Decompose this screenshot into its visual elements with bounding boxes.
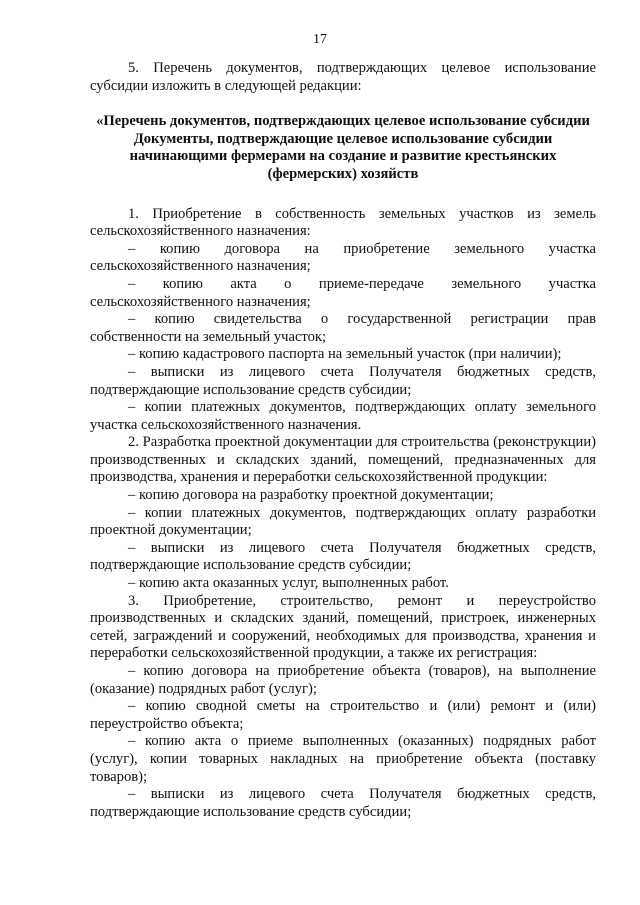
paragraph-list	[90, 206, 596, 822]
body-paragraph: – копию акта о приеме выполненных (оказанных) подрядных работ (услуг), копии товарных накладных на приобретение объекта (поставку товаров);	[90, 733, 596, 785]
body-paragraph: – копию кадастрового паспорта на земельный участок (при наличии);	[128, 346, 562, 363]
body-paragraph: – копию сводной сметы на строительство и (или) ремонт и (или) переустройство объекта;	[90, 698, 596, 732]
body-paragraph: 1. Приобретение в собственность земельных участков из земель сельскохозяйственного назначения:	[90, 205, 596, 240]
intro-paragraph: 5. Перечень документов, подтверждающих целевое использование субсидии изложить в следующей редакции:	[90, 60, 596, 94]
body-paragraph: – выписки из лицевого счета Получателя бюджетных средств, подтверждающие использование средств субсидии;	[90, 539, 596, 574]
page-number: 17	[313, 32, 327, 47]
body-paragraph: – копию акта о приеме-передаче земельного участка сельскохозяйственного назначения;	[90, 275, 596, 310]
body-paragraph: – копии платежных документов, подтверждающих оплату разработки проектной документации;	[90, 504, 596, 539]
body-paragraph: 2. Разработка проектной документации для строительства (реконструкции) производственных и складских зданий, помещений, предназначенных для производства, хранения и переработки сельскохозяйственной продукции:	[90, 434, 596, 486]
body-paragraph: 3. Приобретение, строительство, ремонт и переустройство производственных и складских зданий, помещений, пристроек, инженерных сетей, заграждений и сооружений, необходимых для производства, хранения и переработки сельскохозяйственной продукции, а также их регистрация:	[90, 592, 596, 662]
body-paragraph: – копии платежных документов, подтверждающих оплату земельного участка сельскохозяйственного назначения.	[90, 399, 596, 433]
body-paragraph: – выписки из лицевого счета Получателя бюджетных средств, подтверждающие использование средств субсидии;	[90, 786, 596, 820]
heading-subtitle: Документы, подтверждающие целевое использование субсидии начинающими фермерами на создание и развитие крестьянских (фермерских) хозяйств	[129, 130, 557, 182]
body-paragraph: – копию договора на разработку проектной документации;	[128, 487, 494, 504]
body-paragraph: – выписки из лицевого счета Получателя бюджетных средств, подтверждающие использование средств субсидии;	[90, 363, 596, 398]
body-paragraph: – копию свидетельства о государственной регистрации прав собственности на земельный участок;	[90, 311, 596, 345]
page-content	[90, 60, 596, 821]
body-paragraph: – копию договора на приобретение объекта (товаров), на выполнение (оказание) подрядных работ (услуг);	[90, 663, 596, 697]
heading-list-title: «Перечень документов, подтверждающих целевое использование субсидии	[96, 113, 590, 130]
body-paragraph: – копию договора на приобретение земельного участка сельскохозяйственного назначения;	[90, 240, 596, 275]
body-paragraph: – копию акта оказанных услуг, выполненных работ.	[128, 575, 449, 592]
